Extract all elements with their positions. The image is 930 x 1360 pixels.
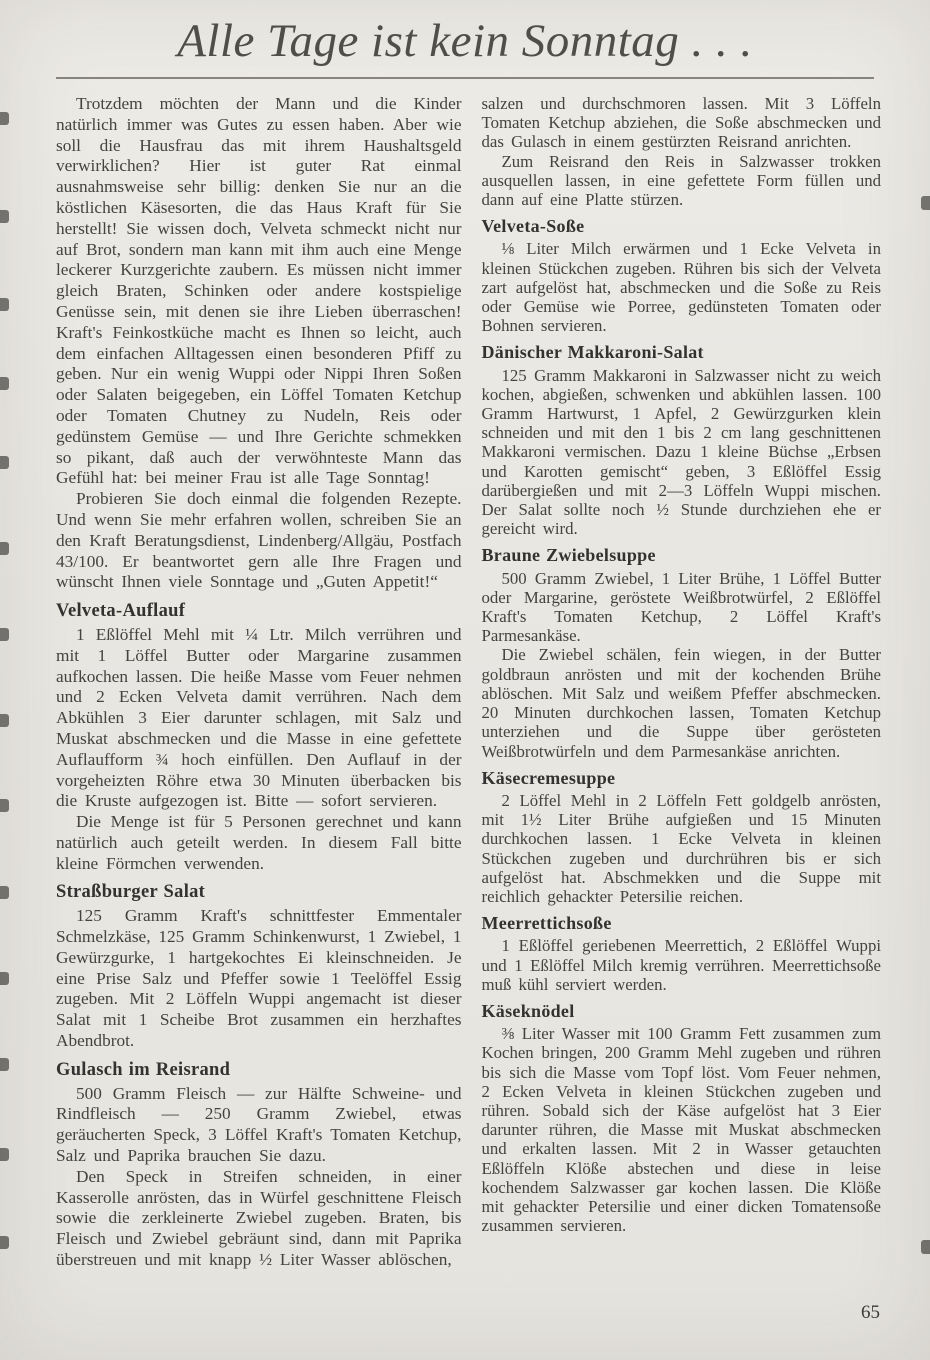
paragraph: 125 Gramm Kraft's schnittfester Emmentaler Schmelzkäse, 125 Gramm Schinkenwurst, 1 Zwiebel, 1 Gewürzgurke, 1 hartgekochtes Ei kleinschneiden. Je eine Prise Salz und Pfeffer sowie 1 Teelöffel Essig zugeben. Mit 2 Löffeln Wuppi angemacht ist dieser Salat mit 1 Scheibe Brot zusammen ein herzhaftes Abendbrot. bbox=[56, 906, 462, 1051]
column-left bbox=[56, 94, 462, 1271]
scan-mark bbox=[0, 714, 9, 727]
recipe-heading: Velveta-Auflauf bbox=[56, 601, 186, 622]
paragraph: 1 Eßlöffel Mehl mit ¼ Ltr. Milch verrühren und mit 1 Löffel Butter oder Margarine zusammen aufkochen lassen. Die heiße Masse vom Feuer nehmen und 2 Ecken Velveta damit verrühren. Nach dem Abkühlen 3 Eier darunter schlagen, mit Salz und Muskat abschmecken und die Masse in eine gefettete Auflaufform ¾ hoch einfüllen. Den Auflauf in der vorgeheizten Röhre etwa 30 Minuten überbacken bis die Kruste aufgezogen ist. Bitte — sofort servieren. bbox=[56, 624, 462, 811]
paragraph: Trotzdem möchten der Mann und die Kinder natürlich immer was Gutes zu essen haben. Aber wie soll die Hausfrau das mit ihrem Haushaltsgeld verwirklichen? Hier ist guter Rat einmal ausnahmsweise sehr billig: denken Sie nur an die köstlichen Käsesorten, die das Haus Kraft für Sie herstellt! Sie wissen doch, Velveta schmeckt nicht nur auf Brot, sondern man kann mit ihm auch eine Menge leckerer Kurzgerichte zaubern. Es müssen nicht immer gleich Braten, Schinken oder andere kostspielige Genüsse sein, mit denen sie ihre Lieben überraschen! Kraft's Feinkostküche macht es Ihnen so leicht, auch dem einfachen Alltagessen einen besonderen Pfiff zu geben. Nur ein wenig Wuppi oder Nippi Ihren Soßen oder Salaten beigegeben, ein Löffel Tomaten Ketchup oder Tomaten Chutney zu Nudeln, Reis oder gedünstem Gemüse — und Ihre Gerichte schmekken so pikant, daß auch der verwöhnteste Mann das Gefühl hat: bei meiner Frau ist alle Tage Sonntag! bbox=[56, 94, 462, 488]
paragraph: 1 Eßlöffel geriebenen Meerrettich, 2 Eßlöffel Wuppi und 1 Eßlöffel Milch kremig verrühren. Meerrettichsoße muß kühl serviert werden. bbox=[481, 936, 881, 994]
scan-mark bbox=[921, 196, 930, 210]
scan-mark bbox=[0, 886, 9, 899]
paragraph: Zum Reisrand den Reis in Salzwasser trokken ausquellen lassen, in eine gefettete Form füllen und dann auf eine Platte stürzen. bbox=[481, 151, 881, 210]
paragraph: ⅜ Liter Wasser mit 100 Gramm Fett zusammen zum Kochen bringen, 200 Gramm Mehl zugeben und rühren bis sich die Masse vom Topf löst. Vom Feuer nehmen, 2 Ecken Velveta in kleinen Stückchen zugeben und rühren. Sobald sich der Käse aufgelöst hat 3 Eier darunter rühren, die Masse mit Muskat abschmecken und erkalten lassen. Mit 2 in Wasser getauchten Eßlöffeln Klöße abstechen und diese in leise kochendem Salzwasser gar kochen lassen. Die Klöße mit gehackter Petersilie und einer dicken Tomatensoße zusammen servieren. bbox=[481, 1024, 881, 1236]
paragraph: 2 Löffel Mehl in 2 Löffeln Fett goldgelb anrösten, mit 1½ Liter Brühe aufgießen und 15 Minuten durchkochen lassen. 1 Ecke Velveta in kleinen Stückchen zugeben und durchrühren bis er sich aufgelöst hat. Abschmekken und die Suppe mit reichlich gehackter Petersilie reichen. bbox=[481, 790, 881, 906]
scan-mark bbox=[0, 1236, 9, 1249]
page-title: Alle Tage ist kein Sonntag . . . bbox=[177, 15, 753, 67]
paragraph: Die Menge ist für 5 Personen gerechnet und kann natürlich auch geteilt werden. In diesem Fall bitte kleine Förmchen verwenden. bbox=[56, 812, 462, 873]
recipe-heading: Dänischer Makkaroni-Salat bbox=[481, 342, 704, 363]
recipe-heading: Velveta-Soße bbox=[481, 216, 585, 237]
paragraph: 125 Gramm Makkaroni in Salzwasser nicht zu weich kochen, abgießen, schwenken und abkühlen lassen. 100 Gramm Hartwurst, 1 Apfel, 2 Gewürzgurken klein schneiden und mit den 1 bis 2 cm lang geschnittenen Makkaroni vermischen. Dazu 1 kleine Büchse „Erbsen und Karotten gemischt“ geben, 3 Eßlöffel Essig darübergießen und mit 2—3 Löffeln Wuppi mischen. Der Salat sollte noch ½ Stunde durchziehen ehe er gereicht wird. bbox=[481, 365, 881, 539]
scan-mark bbox=[0, 112, 9, 125]
scan-mark bbox=[0, 628, 9, 641]
scan-mark bbox=[921, 1240, 930, 1254]
paragraph: 500 Gramm Zwiebel, 1 Liter Brühe, 1 Löffel Butter oder Margarine, geröstete Weißbrotwürfel, 2 Eßlöffel Kraft's Tomaten Ketchup, 2 Löffel Kraft's Parmesankäse. bbox=[481, 568, 881, 646]
scan-mark bbox=[0, 1148, 9, 1161]
paragraph: Die Zwiebel schälen, fein wiegen, in der Butter goldbraun anrösten und mit der kochenden Brühe ablöschen. Mit Salz und weißem Pfeffer abschmecken. 20 Minuten durchkochen lassen, Tomaten Ketchup unterziehen und die Suppe über gerösteten Weißbrotwürfeln und dem Parmesankäse anrichten. bbox=[481, 645, 881, 761]
recipe-heading: Braune Zwiebelsuppe bbox=[481, 545, 656, 566]
article-body bbox=[0, 79, 930, 1271]
scan-mark bbox=[0, 1058, 9, 1071]
scan-mark bbox=[0, 972, 9, 985]
scan-mark bbox=[0, 542, 9, 555]
scan-mark bbox=[0, 210, 9, 223]
recipe-heading: Straßburger Salat bbox=[56, 882, 206, 903]
scan-mark bbox=[0, 377, 9, 390]
scan-mark bbox=[0, 799, 9, 812]
paragraph: Den Speck in Streifen schneiden, in einer Kasserolle anrösten, das in Würfel geschnittene Fleisch sowie die zerkleinerte Zwiebel zugeben. Braten, bis Fleisch und Zwiebel gebräunt sind, dann mit Paprika überstreuen und mit knapp ½ Liter Wasser ablöschen, bbox=[56, 1166, 462, 1270]
recipe-heading: Käsecremesuppe bbox=[481, 767, 616, 788]
column-right bbox=[482, 94, 882, 1271]
recipe-heading: Gulasch im Reisrand bbox=[56, 1059, 231, 1080]
page-number: 65 bbox=[861, 1302, 880, 1323]
scan-mark bbox=[0, 298, 9, 311]
recipe-heading: Käseknödel bbox=[481, 1000, 575, 1021]
paragraph: Probieren Sie doch einmal die folgenden Rezepte. Und wenn Sie mehr erfahren wollen, schreiben Sie an den Kraft Beratungsdienst, Lindenberg/Allgäu, Postfach 43/100. Er beantwortet gern alle Ihre Fragen und wünscht Ihnen viele Sonntage und „Guten Appetit!“ bbox=[56, 489, 462, 592]
paragraph: salzen und durchschmoren lassen. Mit 3 Löffeln Tomaten Ketchup abziehen, die Soße abschmecken und das Gulasch in einem gestürzten Reisrand anrichten. bbox=[481, 94, 881, 152]
paragraph: ⅛ Liter Milch erwärmen und 1 Ecke Velveta in kleinen Stückchen zugeben. Rühren bis sich der Velveta zart aufgelöst hat, abschmecken und die Soße zu Reis oder Gemüse wie Porree, gedünsteten Tomaten oder Bohnen servieren. bbox=[481, 239, 881, 336]
paragraph: 500 Gramm Fleisch — zur Hälfte Schweine- und Rindfleisch — 250 Gramm Zwiebel, etwas geräucherten Speck, 3 Löffel Kraft's Tomaten Ketchup, Salz und Paprika brauchen Sie dazu. bbox=[56, 1083, 462, 1166]
scan-mark bbox=[0, 456, 9, 469]
recipe-heading: Meerrettichsoße bbox=[481, 913, 612, 934]
